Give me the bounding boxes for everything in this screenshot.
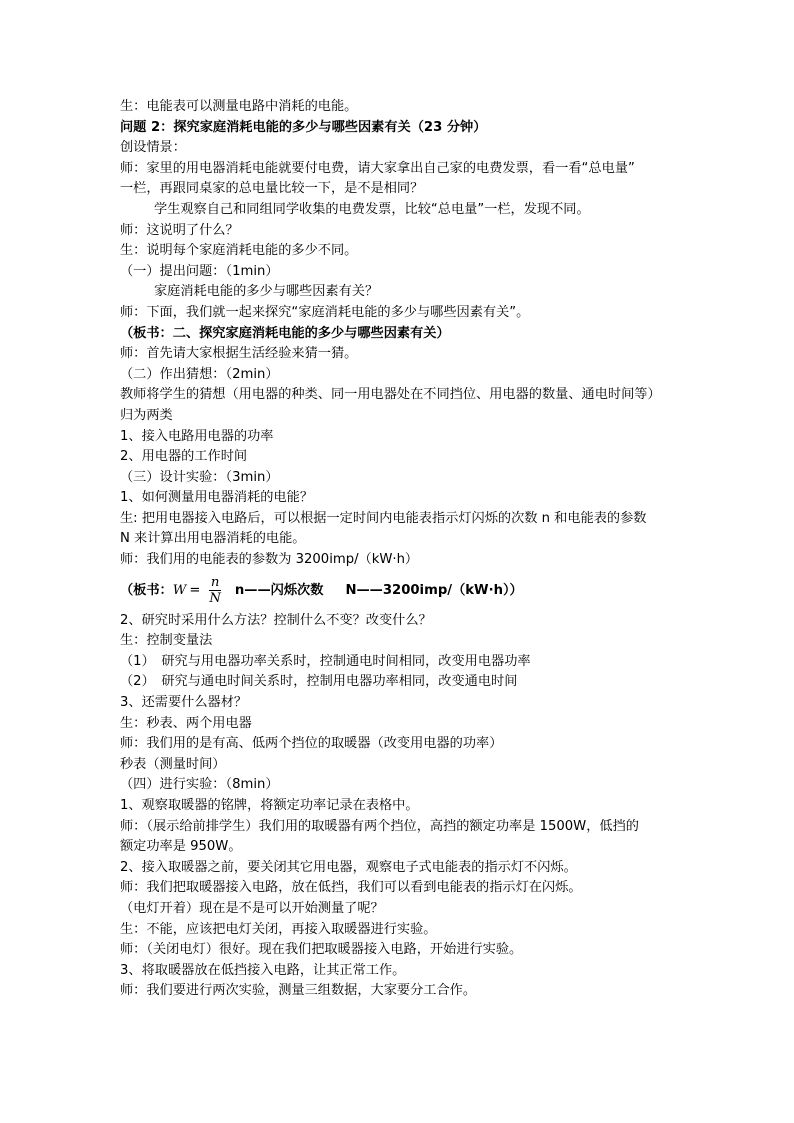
text-line: （二）作出猜想：（2min） bbox=[120, 366, 279, 382]
text-line: （四）进行实验：（8min） bbox=[120, 777, 279, 793]
text-line: 额定功率是 950W。 bbox=[120, 839, 242, 855]
formula-part-n: n——闪烁次数 bbox=[234, 582, 324, 598]
text-line: （板书：二、探究家庭消耗电能的多少与哪些因素有关） bbox=[120, 325, 450, 341]
text-line: N 来计算出用电器消耗的电能。 bbox=[120, 531, 306, 547]
text-line: （三）设计实验：（3min） bbox=[120, 469, 279, 485]
text-line: 3、还需要什么器材？ bbox=[120, 695, 248, 711]
text-line: 师：我们要进行两次实验，测量三组数据，大家要分工合作。 bbox=[120, 983, 477, 999]
text-line: 1、观察取暖器的铭牌，将额定功率记录在表格中。 bbox=[120, 798, 419, 813]
text-line: 1、如何测量用电器消耗的电能？ bbox=[120, 490, 314, 506]
formula-eq: = bbox=[189, 582, 201, 598]
formula-part-N: N——3200imp/（kW·h）） bbox=[345, 582, 523, 598]
text-line: 2、研究时采用什么方法？控制什么不变？改变什么？ bbox=[120, 612, 432, 628]
text-line: 生：电能表可以测量电路中消耗的电能。 bbox=[120, 99, 358, 114]
formula-lhs: W bbox=[172, 582, 187, 598]
text-line: 生：控制变量法 bbox=[120, 633, 213, 649]
text-line: 2、接入取暖器之前，要关闭其它用电器，观察电子式电能表的指示灯不闪烁。 bbox=[120, 859, 577, 875]
formula-numerator: n bbox=[210, 575, 220, 591]
text-line: 师：家里的用电器消耗电能就要付电费，请大家拿出自己家的电费发票，看一看“总电量” bbox=[120, 160, 635, 176]
text-line: 一栏，再跟同桌家的总电量比较一下，是不是相同？ bbox=[120, 181, 424, 197]
text-line: 师：（关闭电灯）很好。现在我们把取暖器接入电路，开始进行实验。 bbox=[120, 942, 523, 958]
document-body bbox=[120, 97, 680, 1002]
text-line: 家庭消耗电能的多少与哪些因素有关？ bbox=[154, 284, 379, 300]
text-line: 生: 把用电器接入电路后，可以根据一定时间内电能表指示灯闪烁的次数 n 和电能表的参数 bbox=[120, 510, 647, 526]
text-line: 归为两类 bbox=[120, 407, 173, 423]
text-line: （一）提出问题：（1min） bbox=[120, 263, 279, 279]
text-line: 师：（展示给前排学生）我们用的取暖器有两个挡位，高挡的额定功率是 1500W，低挡的 bbox=[120, 818, 639, 834]
text-line: 1、接入电路用电器的功率 bbox=[120, 428, 274, 444]
text-line: 师：我们用的电能表的参数为 3200imp/（kW·h） bbox=[120, 552, 419, 568]
text-line: 生：不能，应该把电灯关闭，再接入取暖器进行实验。 bbox=[120, 921, 437, 937]
text-line: 秒表（测量时间） bbox=[120, 756, 226, 772]
text-line: （1） 研究与用电器功率关系时，控制通电时间相同，改变用电器功率 bbox=[120, 653, 531, 669]
text-line: 师：首先请大家根据生活经验来猜一猜。 bbox=[120, 346, 358, 362]
text-line: 教师将学生的猜想（用电器的种类、同一用电器处在不同挡位、用电器的数量、通电时间等） bbox=[120, 387, 661, 403]
text-line: 问题 2：探究家庭消耗电能的多少与哪些因素有关（23 分钟） bbox=[120, 119, 487, 135]
text-line: 师：下面，我们就一起来探究“家庭消耗电能的多少与哪些因素有关”。 bbox=[120, 304, 530, 320]
text-block-2 bbox=[120, 611, 680, 1002]
text-line: 生：秒表、两个用电器 bbox=[120, 715, 252, 731]
text-line: 师：我们把取暖器接入电路，放在低挡，我们可以看到电能表的指示灯在闪烁。 bbox=[120, 880, 582, 896]
text-line: （电灯开着）现在是不是可以开始测量了呢？ bbox=[120, 900, 384, 916]
text-line: 师：这说明了什么？ bbox=[120, 222, 239, 238]
text-line: 学生观察自己和同组同学收集的电费发票，比较“总电量”一栏，发现不同。 bbox=[154, 201, 590, 217]
text-line: 创设情景： bbox=[120, 140, 186, 156]
text-line: （2） 研究与通电时间关系时，控制用电器功率相同，改变通电时间 bbox=[120, 674, 518, 690]
text-line: 3、将取暖器放在低挡接入电路，让其正常工作。 bbox=[120, 962, 406, 978]
formula-line bbox=[120, 571, 680, 611]
text-line: 生：说明每个家庭消耗电能的多少不同。 bbox=[120, 243, 358, 259]
formula-denominator: N bbox=[209, 591, 221, 607]
text-line: 2、用电器的工作时间 bbox=[120, 449, 248, 465]
formula-prefix: （板书： bbox=[120, 582, 173, 598]
formula-fraction bbox=[207, 575, 223, 606]
text-line: 师：我们用的是有高、低两个挡位的取暖器（改变用电器的功率） bbox=[120, 736, 503, 752]
text-block-1 bbox=[120, 97, 680, 571]
